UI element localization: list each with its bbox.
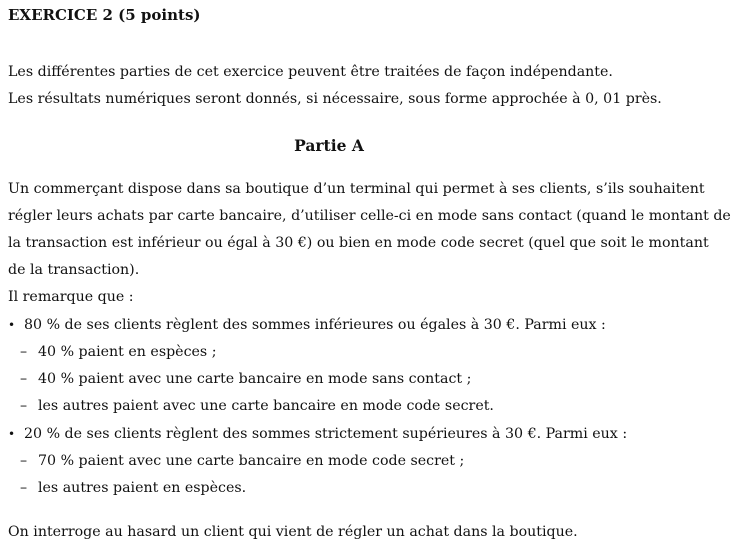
sub-list-item	[20, 370, 471, 388]
sub-list-item	[20, 343, 217, 361]
dash-marker: –	[20, 453, 28, 469]
sub-list-item	[20, 452, 464, 470]
sub-list-text: les autres paient avec une carte bancaire en mode code secret.	[38, 398, 494, 414]
dash-marker: –	[20, 344, 28, 360]
paragraph-line-1: Un commerçant dispose dans sa boutique d’un terminal qui permet à ses clients, s’ils souhaitent	[8, 181, 705, 197]
paragraph-line-5: Il remarque que :	[8, 289, 134, 305]
dash-marker: –	[20, 371, 28, 387]
footer-text: On interroge au hasard un client qui vient de régler un achat dans la boutique.	[8, 524, 578, 540]
bullet-item	[8, 425, 627, 443]
section-title: Partie A	[294, 136, 364, 155]
intro-line-1: Les différentes parties de cet exercice peuvent être traitées de façon indépendante.	[8, 64, 613, 80]
sub-list-item	[20, 479, 246, 497]
sub-list-text: 70 % paient avec une carte bancaire en mode code secret ;	[38, 453, 465, 469]
bullet-marker: •	[8, 427, 16, 441]
paragraph-line-2: régler leurs achats par carte bancaire, d’utiliser celle-ci en mode sans contact (quand le montant de	[8, 208, 731, 224]
paragraph-line-4: de la transaction).	[8, 262, 140, 278]
bullet-text: 80 % de ses clients règlent des sommes inférieures ou égales à 30 €. Parmi eux :	[24, 317, 606, 333]
intro-line-2: Les résultats numériques seront donnés, si nécessaire, sous forme approchée à 0, 01 près.	[8, 91, 662, 107]
dash-marker: –	[20, 480, 28, 496]
sub-list-item	[20, 397, 494, 415]
exercise-title: EXERCICE 2 (5 points)	[8, 6, 201, 24]
sub-list-text: 40 % paient en espèces ;	[38, 344, 217, 360]
sub-list-text: 40 % paient avec une carte bancaire en mode sans contact ;	[38, 371, 472, 387]
paragraph-line-3: la transaction est inférieur ou égal à 30 €) ou bien en mode code secret (quel que soit le montant	[8, 235, 709, 251]
bullet-item	[8, 316, 606, 334]
bullet-marker: •	[8, 318, 16, 332]
sub-list-text: les autres paient en espèces.	[38, 480, 247, 496]
bullet-text: 20 % de ses clients règlent des sommes strictement supérieures à 30 €. Parmi eux :	[24, 426, 628, 442]
dash-marker: –	[20, 398, 28, 414]
